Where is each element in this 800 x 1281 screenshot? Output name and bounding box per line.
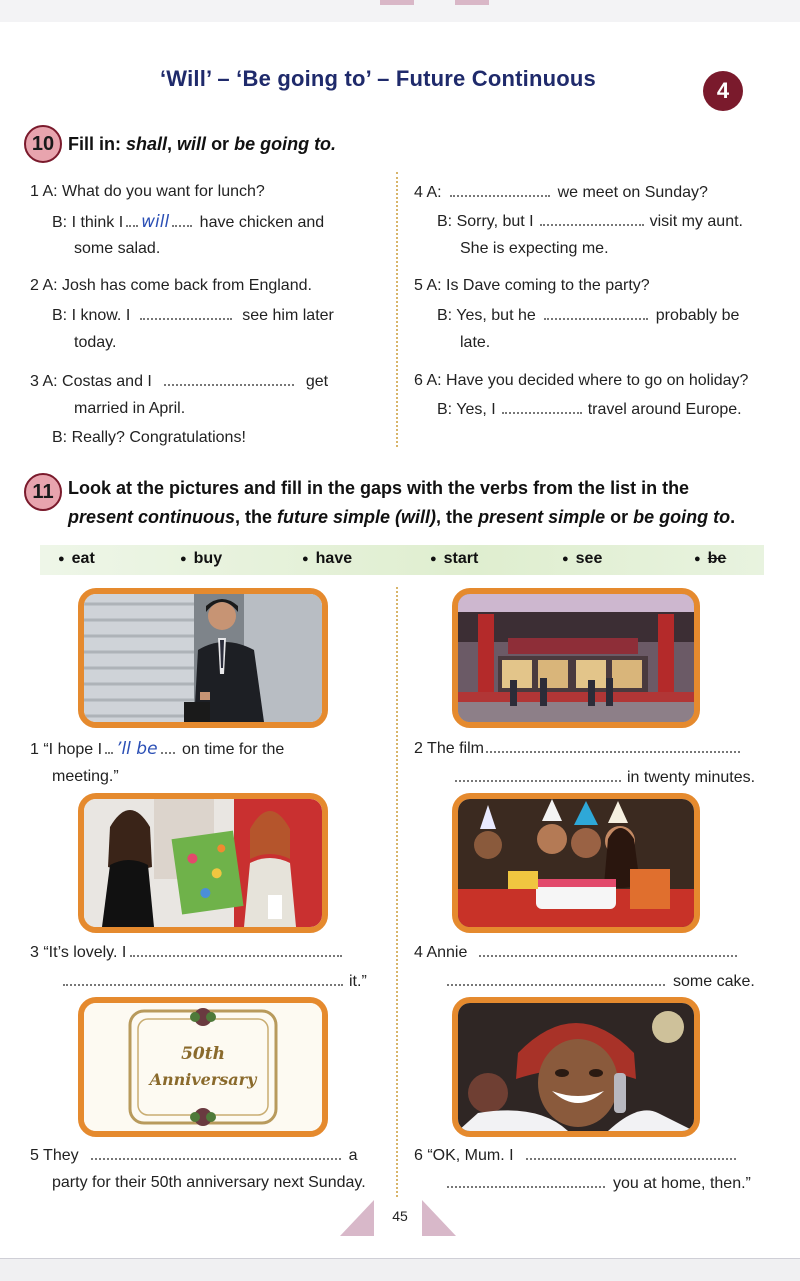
bottom-strip xyxy=(0,1258,800,1281)
answer-gap[interactable] xyxy=(63,972,343,986)
anniversary-card-illustration xyxy=(84,1003,322,1131)
item-text: some cake. xyxy=(444,972,755,991)
column-divider xyxy=(396,587,398,1197)
unit-badge: 4 xyxy=(703,71,743,111)
handwritten-answer: ’ll be xyxy=(116,739,158,759)
picture-birthday-party xyxy=(452,793,700,933)
item-text: you at home, then.” xyxy=(444,1174,751,1193)
word-item: ● buy xyxy=(180,550,222,568)
item-text: party for their 50th anniversary next Sunday. xyxy=(52,1174,366,1191)
item-text: 5 A: Is Dave coming to the party? xyxy=(414,277,650,294)
item-text: 3 A: Costas and I get xyxy=(30,373,329,390)
page-number: 45 xyxy=(392,1208,408,1224)
answer-gap[interactable] xyxy=(502,400,582,414)
exercise-number: 11 xyxy=(24,473,62,511)
exercise-number: 10 xyxy=(24,125,62,163)
page-title: ‘Will’ – ‘Be going to’ – Future Continuous xyxy=(160,66,596,91)
item-text: B: I know. I see him later xyxy=(52,307,334,324)
answer-gap[interactable] xyxy=(544,306,648,320)
answer-gap[interactable] xyxy=(479,943,737,957)
handwritten-answer: will xyxy=(141,212,170,232)
word-item: ● have xyxy=(302,550,352,568)
item-text: today. xyxy=(74,334,117,351)
picture-woman-phone xyxy=(452,997,700,1137)
item-text: married in April. xyxy=(74,400,186,417)
card-text-anniversary: Anniversary xyxy=(149,1070,257,1089)
picture-shopping xyxy=(78,793,328,933)
page-number-decoration xyxy=(340,1200,374,1236)
item-text: B: Yes, I travel around Europe. xyxy=(437,401,742,418)
answer-gap[interactable] xyxy=(447,972,665,986)
picture-businessman xyxy=(78,588,328,728)
top-strip xyxy=(0,0,800,23)
item-text: 2 A: Josh has come back from England. xyxy=(30,277,312,294)
card-text-50th: 50th xyxy=(181,1044,225,1064)
page-tab-marker xyxy=(455,0,489,5)
word-list xyxy=(40,545,764,575)
item-text: some salad. xyxy=(74,240,161,257)
item-text: 6 A: Have you decided where to go on holiday? xyxy=(414,372,749,389)
item-text: it.” xyxy=(60,972,367,991)
exercise-instruction: Fill in: shall, will or be going to. xyxy=(68,134,337,154)
answer-gap[interactable] xyxy=(140,306,232,320)
answer-gap[interactable] xyxy=(164,372,294,386)
item-text: 4 A: we meet on Sunday? xyxy=(414,184,708,201)
item-text: in twenty minutes. xyxy=(452,768,755,787)
woman-phone-illustration xyxy=(458,1003,694,1131)
exercise-instruction-2: present continuous, the future simple (will), the present simple or be going to. xyxy=(68,507,736,527)
item-text: 2 The film xyxy=(414,739,743,758)
item-text: 1 A: What do you want for lunch? xyxy=(30,183,265,200)
answer-gap[interactable] xyxy=(91,1146,341,1160)
item-text: B: I think I will have chicken and xyxy=(52,212,325,232)
answer-gap[interactable] xyxy=(526,1146,736,1160)
column-divider xyxy=(396,172,398,447)
book-page xyxy=(0,22,800,1260)
picture-cinema xyxy=(452,588,700,728)
businessman-illustration xyxy=(84,594,322,722)
item-text: B: Sorry, but I visit my aunt. xyxy=(437,213,743,230)
answer-gap[interactable] xyxy=(455,768,621,782)
item-text: late. xyxy=(460,334,491,351)
picture-anniversary-card xyxy=(78,997,328,1137)
answer-gap[interactable] xyxy=(486,739,740,753)
item-text: 5 They a xyxy=(30,1147,358,1164)
item-text: 3 “It’s lovely. I xyxy=(30,943,345,962)
item-text: B: Yes, but he probably be xyxy=(437,307,740,324)
answer-gap[interactable] xyxy=(540,212,644,226)
answer-gap[interactable] xyxy=(447,1174,605,1188)
item-text: 1 “I hope I ’ll be on time for the xyxy=(30,739,285,759)
page-tab-marker xyxy=(380,0,414,5)
page-number-decoration xyxy=(422,1200,456,1236)
item-text: B: Really? Congratulations! xyxy=(52,429,246,446)
word-item: ● start xyxy=(430,550,478,568)
word-item: ● see xyxy=(562,550,602,568)
word-item: ● eat xyxy=(58,550,95,568)
item-text: She is expecting me. xyxy=(460,240,609,257)
answer-gap[interactable] xyxy=(130,943,342,957)
exercise-instruction: Look at the pictures and fill in the gaps with the verbs from the list in the xyxy=(68,478,690,498)
item-text: meeting.” xyxy=(52,768,119,785)
answer-gap[interactable] xyxy=(450,183,550,197)
item-text: 4 Annie xyxy=(414,943,740,962)
cinema-illustration xyxy=(458,594,694,722)
item-text: 6 “OK, Mum. I xyxy=(414,1146,739,1165)
party-illustration xyxy=(458,799,694,927)
word-item-crossed: ● be xyxy=(694,550,726,568)
shopping-illustration xyxy=(84,799,322,927)
